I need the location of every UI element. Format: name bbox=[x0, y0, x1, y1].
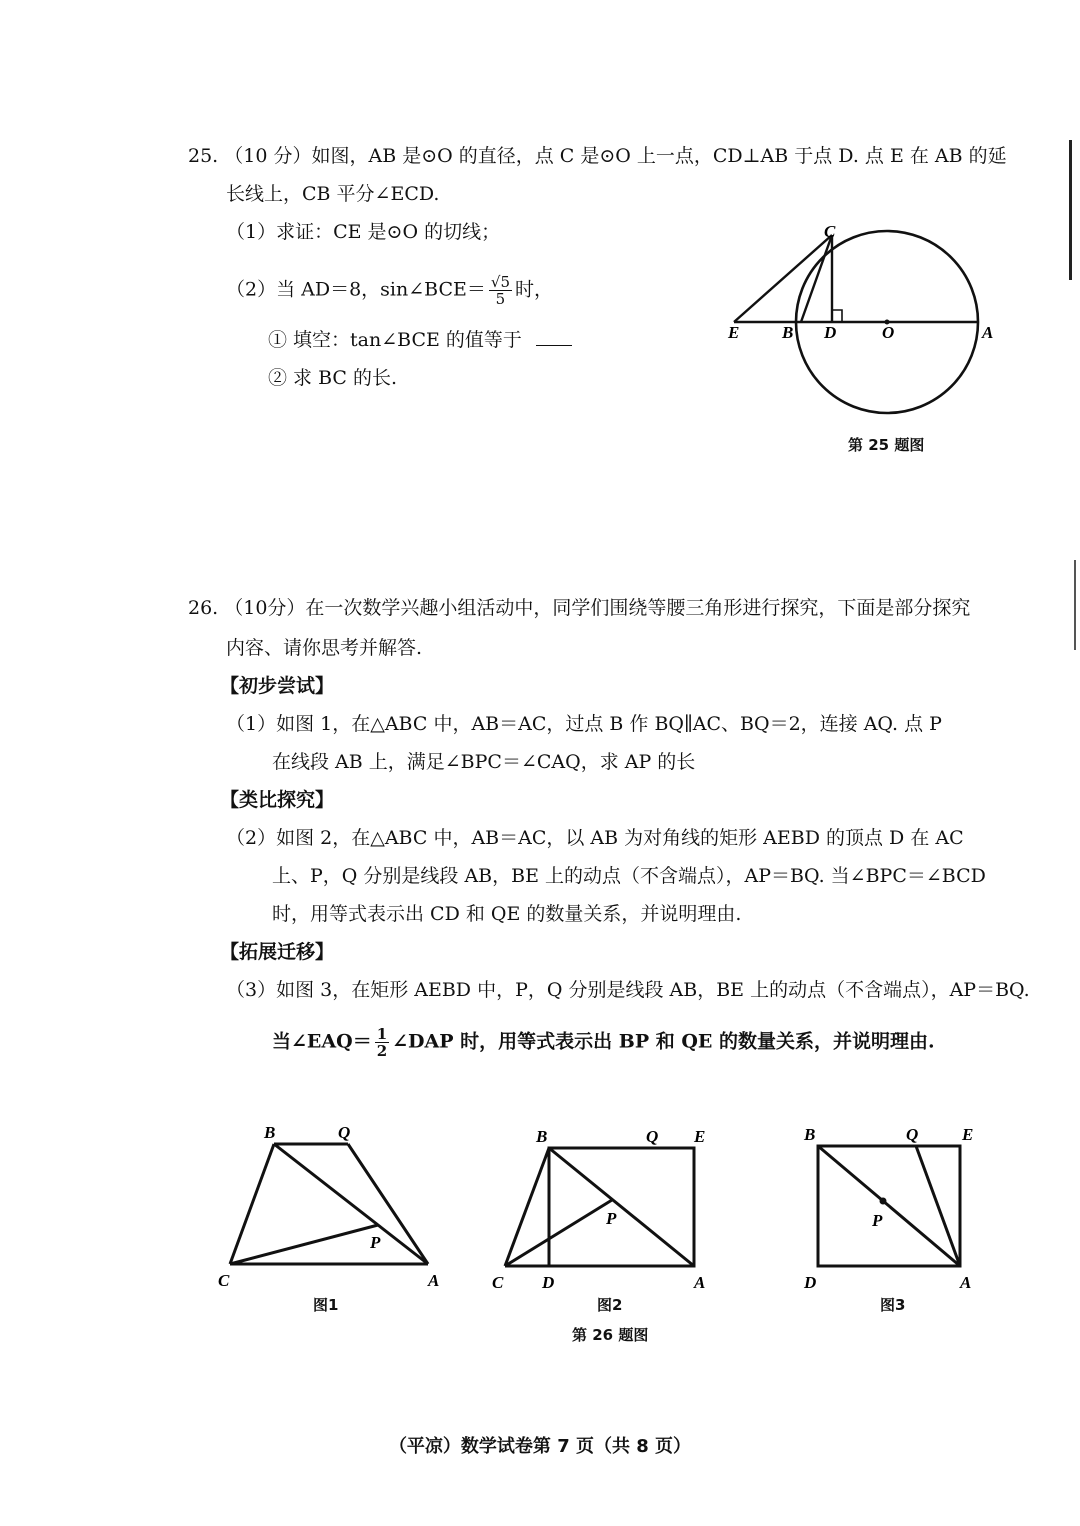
label-p: P bbox=[370, 1233, 381, 1252]
diagonal-ba bbox=[549, 1148, 694, 1266]
q25-part2-tail: 时， bbox=[515, 278, 554, 301]
q25-part1: （1）求证：CE 是⊙O 的切线； bbox=[226, 221, 501, 243]
q25-sub1-text: ① 填空：tan∠BCE 的值等于 bbox=[268, 329, 522, 351]
fraction-numerator: 1 bbox=[376, 1025, 388, 1043]
label-b: B bbox=[536, 1127, 548, 1146]
q26-part3-line2 bbox=[272, 1026, 935, 1059]
segment-qa bbox=[348, 1144, 428, 1264]
answer-blank bbox=[536, 331, 572, 346]
fraction-numerator: √5 bbox=[490, 273, 510, 291]
label-d: D bbox=[804, 1273, 817, 1292]
q25-part2-text: （2）当 AD＝8，sin∠BCE＝ bbox=[226, 278, 486, 301]
q25-sub2: ② 求 BC 的长. bbox=[268, 367, 398, 389]
q26-half-fraction bbox=[375, 1026, 389, 1059]
q26-figure-1-caption: 图1 bbox=[313, 1296, 339, 1314]
label-b: B bbox=[782, 323, 794, 342]
q26-part1-line2: 在线段 AB 上，满足∠BPC＝∠CAQ，求 AP 的长 bbox=[272, 751, 696, 773]
scan-edge-mark bbox=[1069, 140, 1072, 280]
segment-bc bbox=[505, 1148, 549, 1266]
fraction-denominator: 5 bbox=[495, 290, 506, 308]
q26-part2-line1: （2）如图 2，在△ABC 中，AB＝AC，以 AB 为对角线的矩形 AEBD 的顶点 D 在 AC bbox=[226, 827, 964, 849]
label-p: P bbox=[606, 1209, 617, 1228]
label-e: E bbox=[694, 1127, 706, 1146]
q26-part2-line3: 时，用等式表示出 CD 和 QE 的数量关系，并说明理由. bbox=[272, 903, 742, 925]
q26-stem-line1: 26. （10分）在一次数学兴趣小组活动中，同学们围绕等腰三角形进行探究，下面是部分探究 bbox=[188, 597, 971, 619]
label-o: O bbox=[882, 323, 895, 342]
right-angle-mark bbox=[832, 310, 842, 322]
segment-cp bbox=[230, 1225, 378, 1264]
q26-figure-3-caption: 图3 bbox=[880, 1296, 906, 1314]
q26-figure-caption: 第 26 题图 bbox=[572, 1326, 649, 1344]
q26-part3-tail: ∠DAP 时，用等式表示出 BP 和 QE 的数量关系，并说明理由. bbox=[392, 1030, 935, 1053]
q26-part2-line2: 上、P，Q 分别是线段 AB，BE 上的动点（不含端点），AP＝BQ. 当∠BPC＝∠BCD bbox=[272, 865, 986, 887]
label-q: Q bbox=[338, 1123, 351, 1142]
q26-part1-line1: （1）如图 1，在△ABC 中，AB＝AC，过点 B 作 BQ∥AC、BQ＝2，连接 AQ. 点 P bbox=[226, 713, 942, 735]
q25-figure-caption: 第 25 题图 bbox=[848, 436, 925, 454]
label-b: B bbox=[264, 1123, 276, 1142]
label-a: A bbox=[982, 323, 994, 342]
label-a: A bbox=[428, 1271, 440, 1290]
q26-heading-analogy: 【类比探究】 bbox=[220, 789, 335, 811]
label-b: B bbox=[804, 1125, 816, 1144]
q26-stem-line2: 内容、请你思考并解答. bbox=[226, 637, 423, 659]
fraction-denominator: 2 bbox=[376, 1042, 388, 1060]
label-c: C bbox=[824, 222, 836, 241]
q25-sin-fraction bbox=[489, 274, 512, 307]
label-c: C bbox=[492, 1273, 504, 1292]
point-p bbox=[880, 1198, 887, 1205]
label-q: Q bbox=[646, 1127, 659, 1146]
label-c: C bbox=[218, 1271, 230, 1290]
scan-edge-mark bbox=[1074, 560, 1076, 650]
q25-part2 bbox=[226, 274, 553, 307]
label-e: E bbox=[962, 1125, 974, 1144]
label-e: E bbox=[728, 323, 740, 342]
label-d: D bbox=[542, 1273, 555, 1292]
page-footer: （平凉）数学试卷第 7 页（共 8 页） bbox=[388, 1436, 692, 1457]
q26-part3-line1: （3）如图 3，在矩形 AEBD 中，P，Q 分别是线段 AB，BE 上的动点（不含端点），AP＝BQ. bbox=[226, 979, 1030, 1001]
label-p: P bbox=[872, 1211, 883, 1230]
label-a: A bbox=[960, 1273, 972, 1292]
label-q: Q bbox=[906, 1125, 919, 1144]
q25-figure bbox=[720, 215, 1000, 420]
q25-stem-line2: 长线上，CB 平分∠ECD. bbox=[226, 183, 440, 205]
q26-figure-3 bbox=[798, 1120, 998, 1295]
q25-stem-line1: 25. （10 分）如图，AB 是⊙O 的直径，点 C 是⊙O 上一点，CD⊥AB 于点 D. 点 E 在 AB 的延 bbox=[188, 145, 1007, 167]
label-d: D bbox=[824, 323, 837, 342]
q25-sub1 bbox=[268, 328, 572, 352]
q26-figure-2 bbox=[488, 1120, 718, 1295]
q26-part3-text: 当∠EAQ＝ bbox=[272, 1030, 372, 1053]
q26-figure-1 bbox=[212, 1118, 447, 1293]
q26-figure-2-caption: 图2 bbox=[597, 1296, 623, 1314]
q26-heading-initial: 【初步尝试】 bbox=[220, 675, 335, 697]
label-a: A bbox=[694, 1273, 706, 1292]
segment-cp bbox=[505, 1200, 612, 1266]
segment-bc bbox=[230, 1144, 274, 1264]
q26-heading-extension: 【拓展迁移】 bbox=[220, 941, 335, 963]
